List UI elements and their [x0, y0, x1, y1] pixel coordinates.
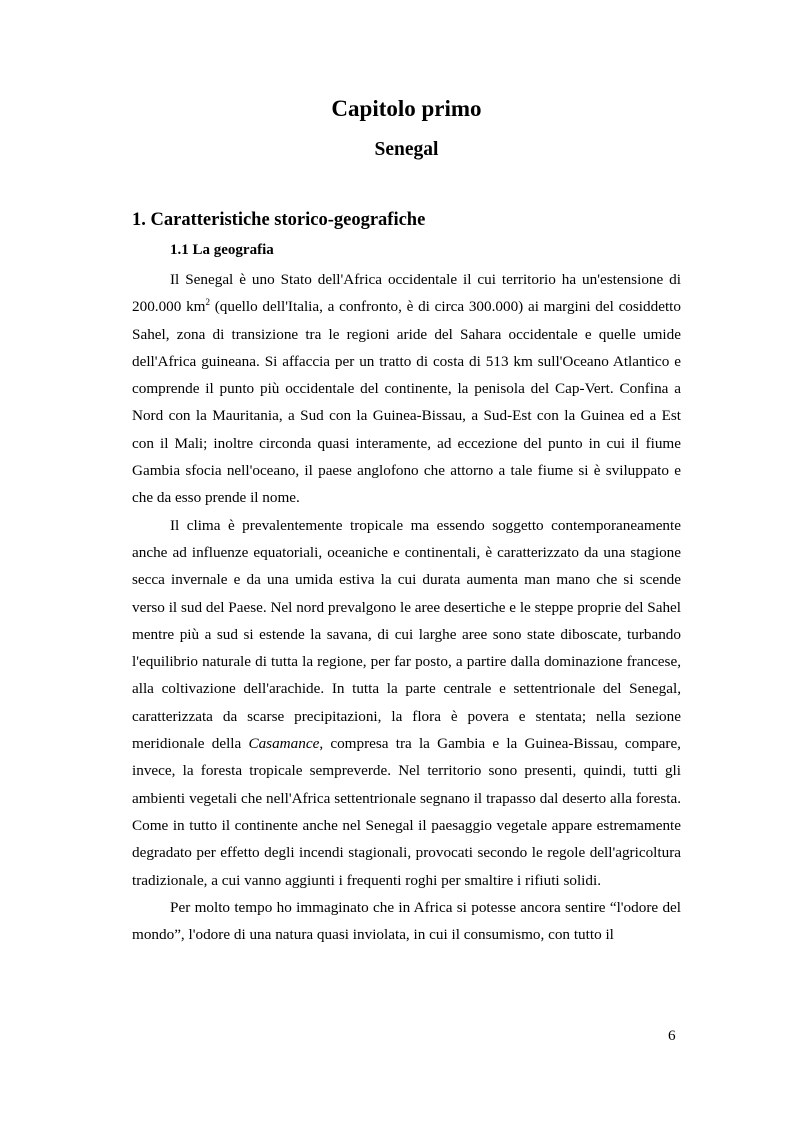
paragraph-1-text-b: (quello dell'Italia, a confronto, è di circa 300.000) ai margini del cosiddetto Sahel, zona di transizione tra le regioni aride del Sahara occidentale e quelle umide dell'Africa guineana. Si affaccia per un tratto di costa di 513 km sull'Oceano Atlantico e comprende il punto più occidentale del continente, la penisola del Cap-Vert. Confina a Nord con la Mauritania, a Sud con la Guinea-Bissau, a Sud-Est con la Guinea ed a Est con il Mali; inoltre circonda quasi interamente, ad eccezione del punto in cui il fiume Gambia sfocia nell'oceano, il paese anglofono che attorno a tale fiume si è sviluppato e che da esso prende il nome.	[132, 298, 681, 507]
subsection-heading: 1.1 La geografia	[170, 242, 274, 258]
superscript-2: 2	[205, 297, 210, 308]
paragraph-1-text-a: Il Senegal è uno Stato dell'Africa occidentale il cui territorio ha un'estensione di 200.000 km	[132, 271, 681, 316]
paragraph-2	[132, 512, 681, 894]
section-heading: 1. Caratteristiche storico-geografiche	[132, 210, 426, 230]
paragraph-3-text: Per molto tempo ho immaginato che in Africa si potesse ancora sentire “l'odore del mondo”, l'odore di una natura quasi inviolata, in cui il consumismo, con tutto il	[132, 898, 681, 944]
paragraph-2-text-a: Il clima è prevalentemente tropicale ma essendo soggetto contemporaneamente anche ad influenze equatoriali, oceaniche e continentali, è caratterizzato da una stagione secca invernale e da una umida estiva la cui durata aumenta man mano che si scende verso il sud del Paese. Nel nord prevalgono le aree desertiche e le steppe proprie del Sahel mentre più a sud si estende la savana, di cui larghe aree sono state diboscate, turbando l'equilibrio naturale di tutta la regione, per far posto, a partire dalla dominazione francese, alla coltivazione dell'arachide. In tutta la parte centrale e settentrionale del Senegal, caratterizzata da scarse precipitazioni, la flora è povera e stentata; nella sezione meridionale della	[132, 516, 681, 753]
paragraph-3	[132, 894, 681, 949]
chapter-subtitle: Senegal	[374, 139, 439, 160]
paragraph-2-emphasis: Casamance	[248, 735, 320, 753]
page-number: 6	[668, 1027, 676, 1044]
chapter-title: Capitolo primo	[331, 96, 482, 121]
paragraph-1	[132, 266, 681, 512]
body-text	[132, 266, 681, 948]
paragraph-2-text-b: , compresa tra la Gambia e la Guinea-Bissau, compare, invece, la foresta tropicale sempreverde. Nel territorio sono presenti, quindi, tutti gli ambienti vegetali che nell'Africa settentrionale segnano il trapasso dal deserto alla foresta. Come in tutto il continente anche nel Senegal il paesaggio vegetale appare estremamente degradato per effetto degli incendi stagionali, provocati secondo le regole dell'agricoltura tradizionale, a cui vanno aggiunti i frequenti roghi per smaltire i rifiuti solidi.	[132, 735, 681, 889]
